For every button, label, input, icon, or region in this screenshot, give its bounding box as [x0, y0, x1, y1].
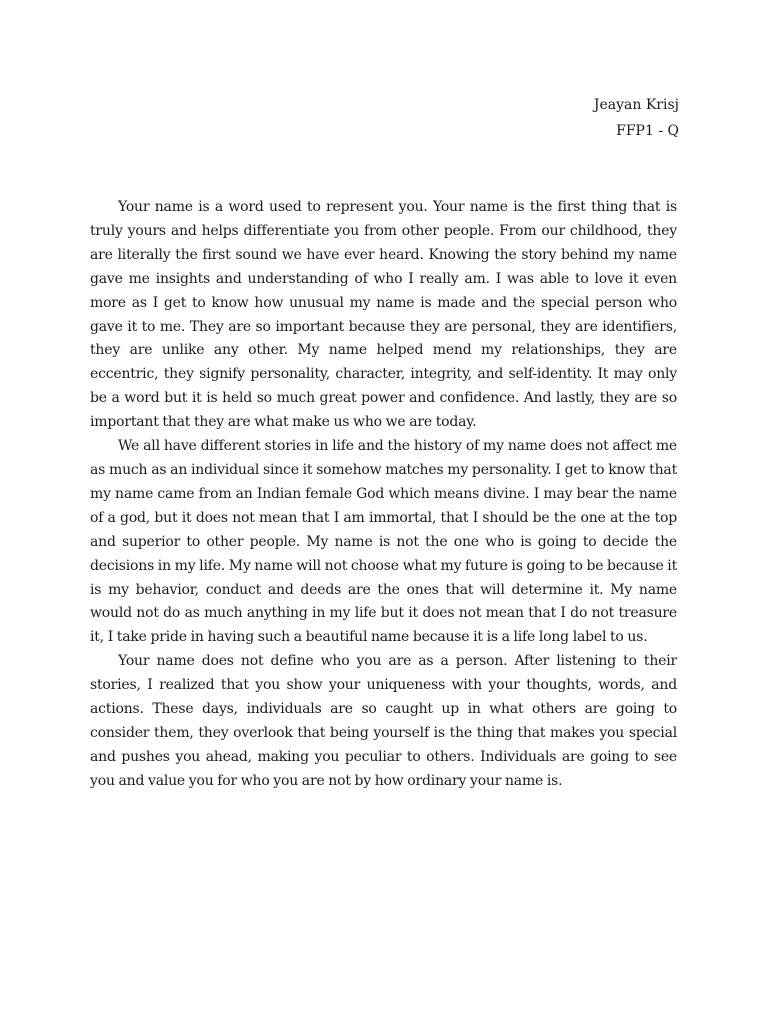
paragraph-1: Your name is a word used to represent you. Your name is the first thing that is truly yours and helps differentiate you from other people. From our childhood, they are literally the first sound we have ever heard. Knowing the story behind my name gave me insights and understanding of who I really am. I was able to love it even more as I get to know how unusual my name is made and the special person who gave it to me. They are so important because they are personal, they are identifiers, they are unlike any other. My name helped mend my relationships, they are eccentric, they signify personality, character, integrity, and self-identity. It may only be a word but it is held so much great power and confidence. And lastly, they are so important that they are what make us who we are today. [90, 199, 677, 431]
document-header [594, 92, 679, 144]
essay-body [90, 196, 677, 794]
author-name: Jeayan Krisj [593, 97, 679, 113]
paragraph-2: We all have different stories in life and the history of my name does not affect me as much as an individual since it somehow matches my personality. I get to know that my name came from an Indian female God which means divine. I may bear the name of a god, but it does not mean that I am immortal, that I should be the one at the top and superior to other people. My name is not the one who is going to decide the decisions in my life. My name will not choose what my future is going to be because it is my behavior, conduct and deeds are the ones that will determine it. My name would not do as much anything in my life but it does not mean that I do not treasure it, I take pride in having such a beautiful name because it is a life long label to us. [90, 438, 678, 646]
paragraph-3: Your name does not define who you are as a person. After listening to their stories, I realized that you show your uniqueness with your thoughts, words, and actions. These days, individuals are so caught up in what others are going to consider them, they overlook that being yourself is the thing that makes you special and pushes you ahead, making you peculiar to others. Individuals are going to see you and value you for who you are not by how ordinary your name is. [90, 653, 677, 789]
course-code: FFP1 - Q [616, 123, 679, 139]
